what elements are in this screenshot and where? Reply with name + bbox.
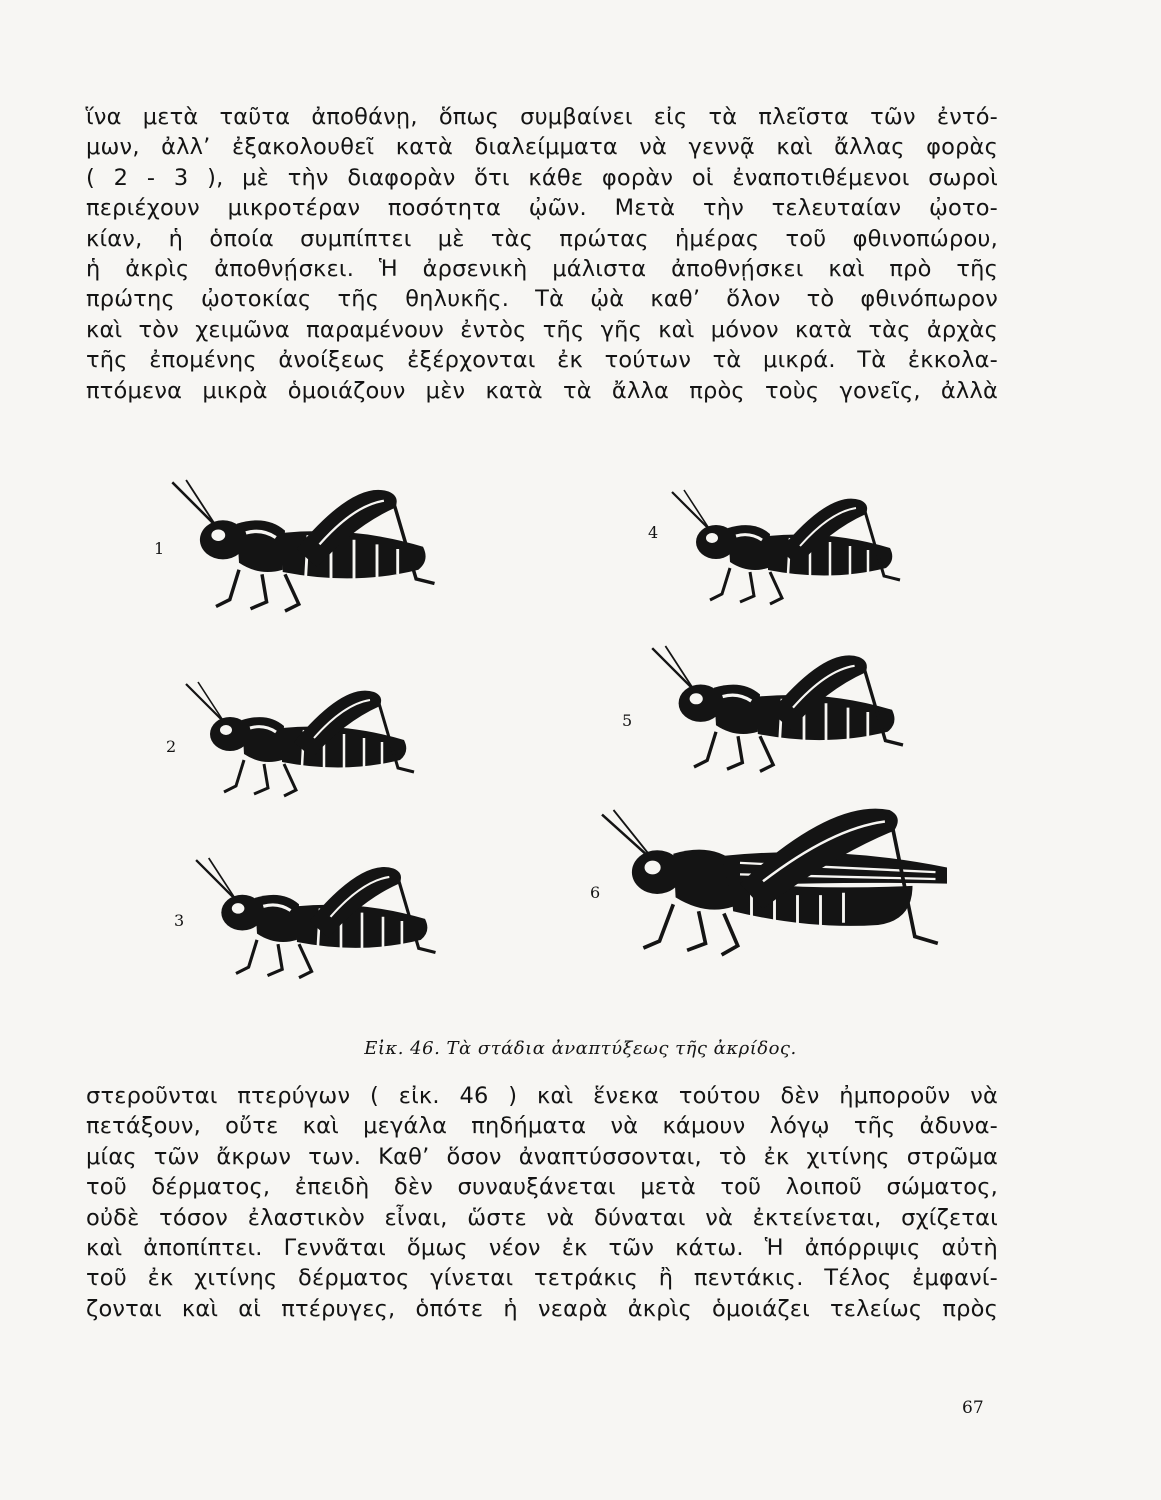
figure-number-2: 2 — [166, 737, 177, 756]
figure-number-4: 4 — [648, 523, 659, 542]
text-line: μων, ἀλλ’ ἐξακολουθεῖ κατὰ διαλείμματα νὰ γεννᾷ καὶ ἄλλας φορὰς — [86, 134, 998, 161]
grasshopper-stage-3 — [196, 858, 435, 978]
text-line: ( 2 - 3 ), μὲ τὴν διαφορὰν ὅτι κάθε φορὰν οἱ ἐναποτιθέμενοι σωροὶ — [86, 164, 998, 191]
figure-number-6: 6 — [590, 883, 601, 902]
grasshopper-stage-1 — [172, 480, 434, 611]
text-line: πρώτης ᾠοτοκίας τῆς θηλυκῆς. Τὰ ᾠὰ καθ’ ὅλον τὸ φθινόπωρον — [86, 286, 998, 313]
text-line: κίαν, ἡ ὁποία συμπίπτει μὲ τὰς πρώτας ἡμέρας τοῦ φθινοπώρου, — [86, 225, 998, 252]
text-line: μίας τῶν ἄκρων των. Καθ’ ὅσον ἀναπτύσσονται, τὸ ἐκ χιτίνης στρῶμα — [86, 1143, 998, 1170]
text-line: καὶ ἀποπίπτει. Γεννᾶται ὅμως νέον ἐκ τῶν κάτω. Ἡ ἀπόρριψις αὐτὴ — [86, 1235, 998, 1262]
text-line: καὶ τὸν χειμῶνα παραμένουν ἐντὸς τῆς γῆς καὶ μόνον κατὰ τὰς ἀρχὰς — [86, 316, 998, 343]
text-line: τοῦ ἐκ χιτίνης δέρματος γίνεται τετράκις ἢ πεντάκις. Τέλος ἐμφανί- — [86, 1265, 998, 1292]
text-line: περιέχουν μικροτέραν ποσότητα ᾠῶν. Μετὰ τὴν τελευταίαν ᾠοτο- — [86, 195, 998, 222]
text-line: ἡ ἀκρὶς ἀποθνῄσκει. Ἡ ἀρσενικὴ μάλιστα ἀποθνῄσκει καὶ πρὸ τῆς — [86, 256, 998, 283]
figure-grasshopper-stages — [150, 470, 990, 1010]
text-line: στεροῦνται πτερύγων ( εἰκ. 46 ) καὶ ἕνεκα τούτου δὲν ἠμποροῦν νὰ — [86, 1083, 998, 1109]
text-line: οὐδὲ τόσον ἐλαστικὸν εἶναι, ὥστε νὰ δύναται νὰ ἐκτείνεται, σχίζεται — [86, 1204, 998, 1231]
text-line: πτόμενα μικρὰ ὁμοιάζουν μὲν κατὰ τὰ ἄλλα πρὸς τοὺς γονεῖς, ἀλλὰ — [86, 377, 998, 404]
figure-number-5: 5 — [622, 711, 633, 730]
figure-number-3: 3 — [174, 911, 185, 930]
figure-caption: Εἰκ. 46. Τὰ στάδια ἀναπτύξεως τῆς ἀκρίδος. — [364, 1038, 797, 1059]
text-line: ἵνα μετὰ ταῦτα ἀποθάνῃ, ὅπως συμβαίνει εἰς τὰ πλεῖστα τῶν ἐντό- — [86, 104, 998, 130]
page-number: 67 — [962, 1398, 984, 1418]
paragraph-bottom — [86, 1081, 998, 1324]
grasshopper-stage-2 — [186, 682, 414, 796]
grasshopper-stage-6 — [602, 809, 947, 955]
text-line: πετάξουν, οὔτε καὶ μεγάλα πηδήματα νὰ κάμουν λόγῳ τῆς ἀδυνα- — [86, 1113, 998, 1140]
figure-number-1: 1 — [154, 539, 165, 558]
text-line: τοῦ δέρματος, ἐπειδὴ δὲν συναυξάνεται μετὰ τοῦ λοιποῦ σώματος, — [86, 1174, 998, 1201]
grasshopper-stage-5 — [652, 646, 903, 771]
grasshopper-stage-4 — [672, 490, 900, 604]
paragraph-top — [86, 102, 998, 406]
text-line: τῆς ἐπομένης ἀνοίξεως ἐξέρχονται ἐκ τούτων τὰ μικρά. Τὰ ἐκκολα- — [86, 347, 998, 374]
text-line: ζονται καὶ αἱ πτέρυγες, ὁπότε ἡ νεαρὰ ἀκρὶς ὁμοιάζει τελείως πρὸς — [86, 1295, 998, 1322]
